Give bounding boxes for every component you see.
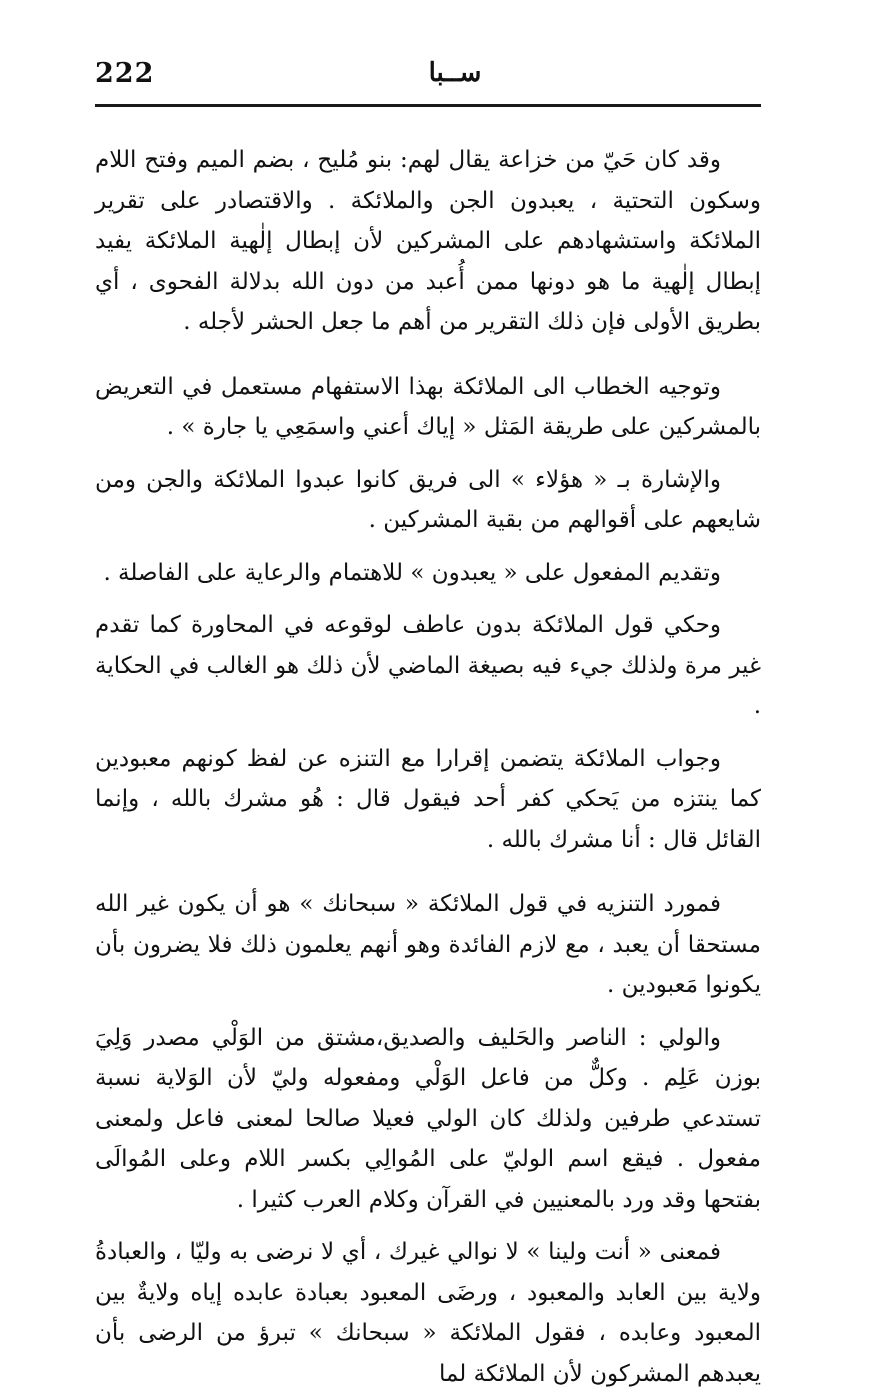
paragraph: وتقديم المفعول على « يعبدون » للاهتمام والرعاية على الفاصلة . — [103, 559, 721, 586]
running-title: ســبا — [428, 58, 482, 88]
body-text — [95, 140, 761, 1394]
page-header — [95, 58, 761, 102]
paragraph: وتوجيه الخطاب الى الملائكة بهذا الاستفهام مستعمل في التعريض بالمشركين على طريقة المَثل « إياك أعني واسمَعِي يا جارة » . — [95, 373, 761, 440]
paragraph: وقد كان حَيّ من خزاعة يقال لهم: بنو مُليح ، بضم الميم وفتح اللام وسكون التحتية ، يعبدون الجن والملائكة . والاقتصادر على تقرير الملائكة واستشهادهم على المشركين لأن إبطال إلٰهية الملائكة يفيد إبطال إلٰهية ما هو دونها ممن أُعبد من دون الله بدلالة الفحوى ، أي بطريق الأولى فإن ذلك التقرير من أهم ما جعل الحشر لأجله . — [95, 147, 761, 335]
page-number: 222 — [95, 58, 155, 89]
paragraph: فمورد التنزيه في قول الملائكة « سبحانك » هو أن يكون غير الله مستحقا أن يعبد ، مع لازم الفائدة وهو أنهم يعلمون ذلك فلا يضرون بأن يكونوا مَعبودين . — [95, 891, 761, 998]
paragraph: والإشارة بـ « هؤلاء » الى فريق كانوا عبدوا الملائكة والجن ومن شايعهم على أقوالهم من بقية المشركين . — [95, 466, 761, 533]
header-divider — [95, 104, 761, 107]
paragraph: وحكي قول الملائكة بدون عاطف لوقوعه في المحاورة كما تقدم غير مرة ولذلك جيء فيه بصيغة الماضي لأن ذلك هو الغالب في الحكاية . — [95, 612, 761, 719]
paragraph: والولي : الناصر والحَليف والصديق،مشتق من الوَلْي مصدر وَلِيَ بوزن عَلِم . وكلٌّ من فاعل الوَلْي ومفعوله وليّ لأن الوَلاية نسبة تستدعي طرفين ولذلك كان الولي فعيلا صالحا لمعنى فاعل ولمعنى مفعول . فيقع اسم الوليّ على المُوالِي بكسر اللام وعلى المُوالَى بفتحها وقد ورد بالمعنيين في القرآن وكلام العرب كثيرا . — [95, 1024, 761, 1213]
paragraph: فمعنى « أنت ولينا » لا نوالي غيرك ، أي لا نرضى به وليّا ، والعبادةُ ولاية بين العابد والمعبود ، ورضَى المعبود بعبادة عابده إياه ولايةٌ بين المعبود وعابده ، فقول الملائكة « سبحانك » تبرؤ من الرضى بأن يعبدهم المشركون لأن الملائكة لما — [95, 1239, 761, 1387]
paragraph: وجواب الملائكة يتضمن إقرارا مع التنزه عن لفظ كونهم معبودين كما ينتزه من يَحكي كفر أحد فيقول قال : هُو مشرك بالله ، وإنما القائل قال : أنا مشرك بالله . — [95, 745, 761, 853]
